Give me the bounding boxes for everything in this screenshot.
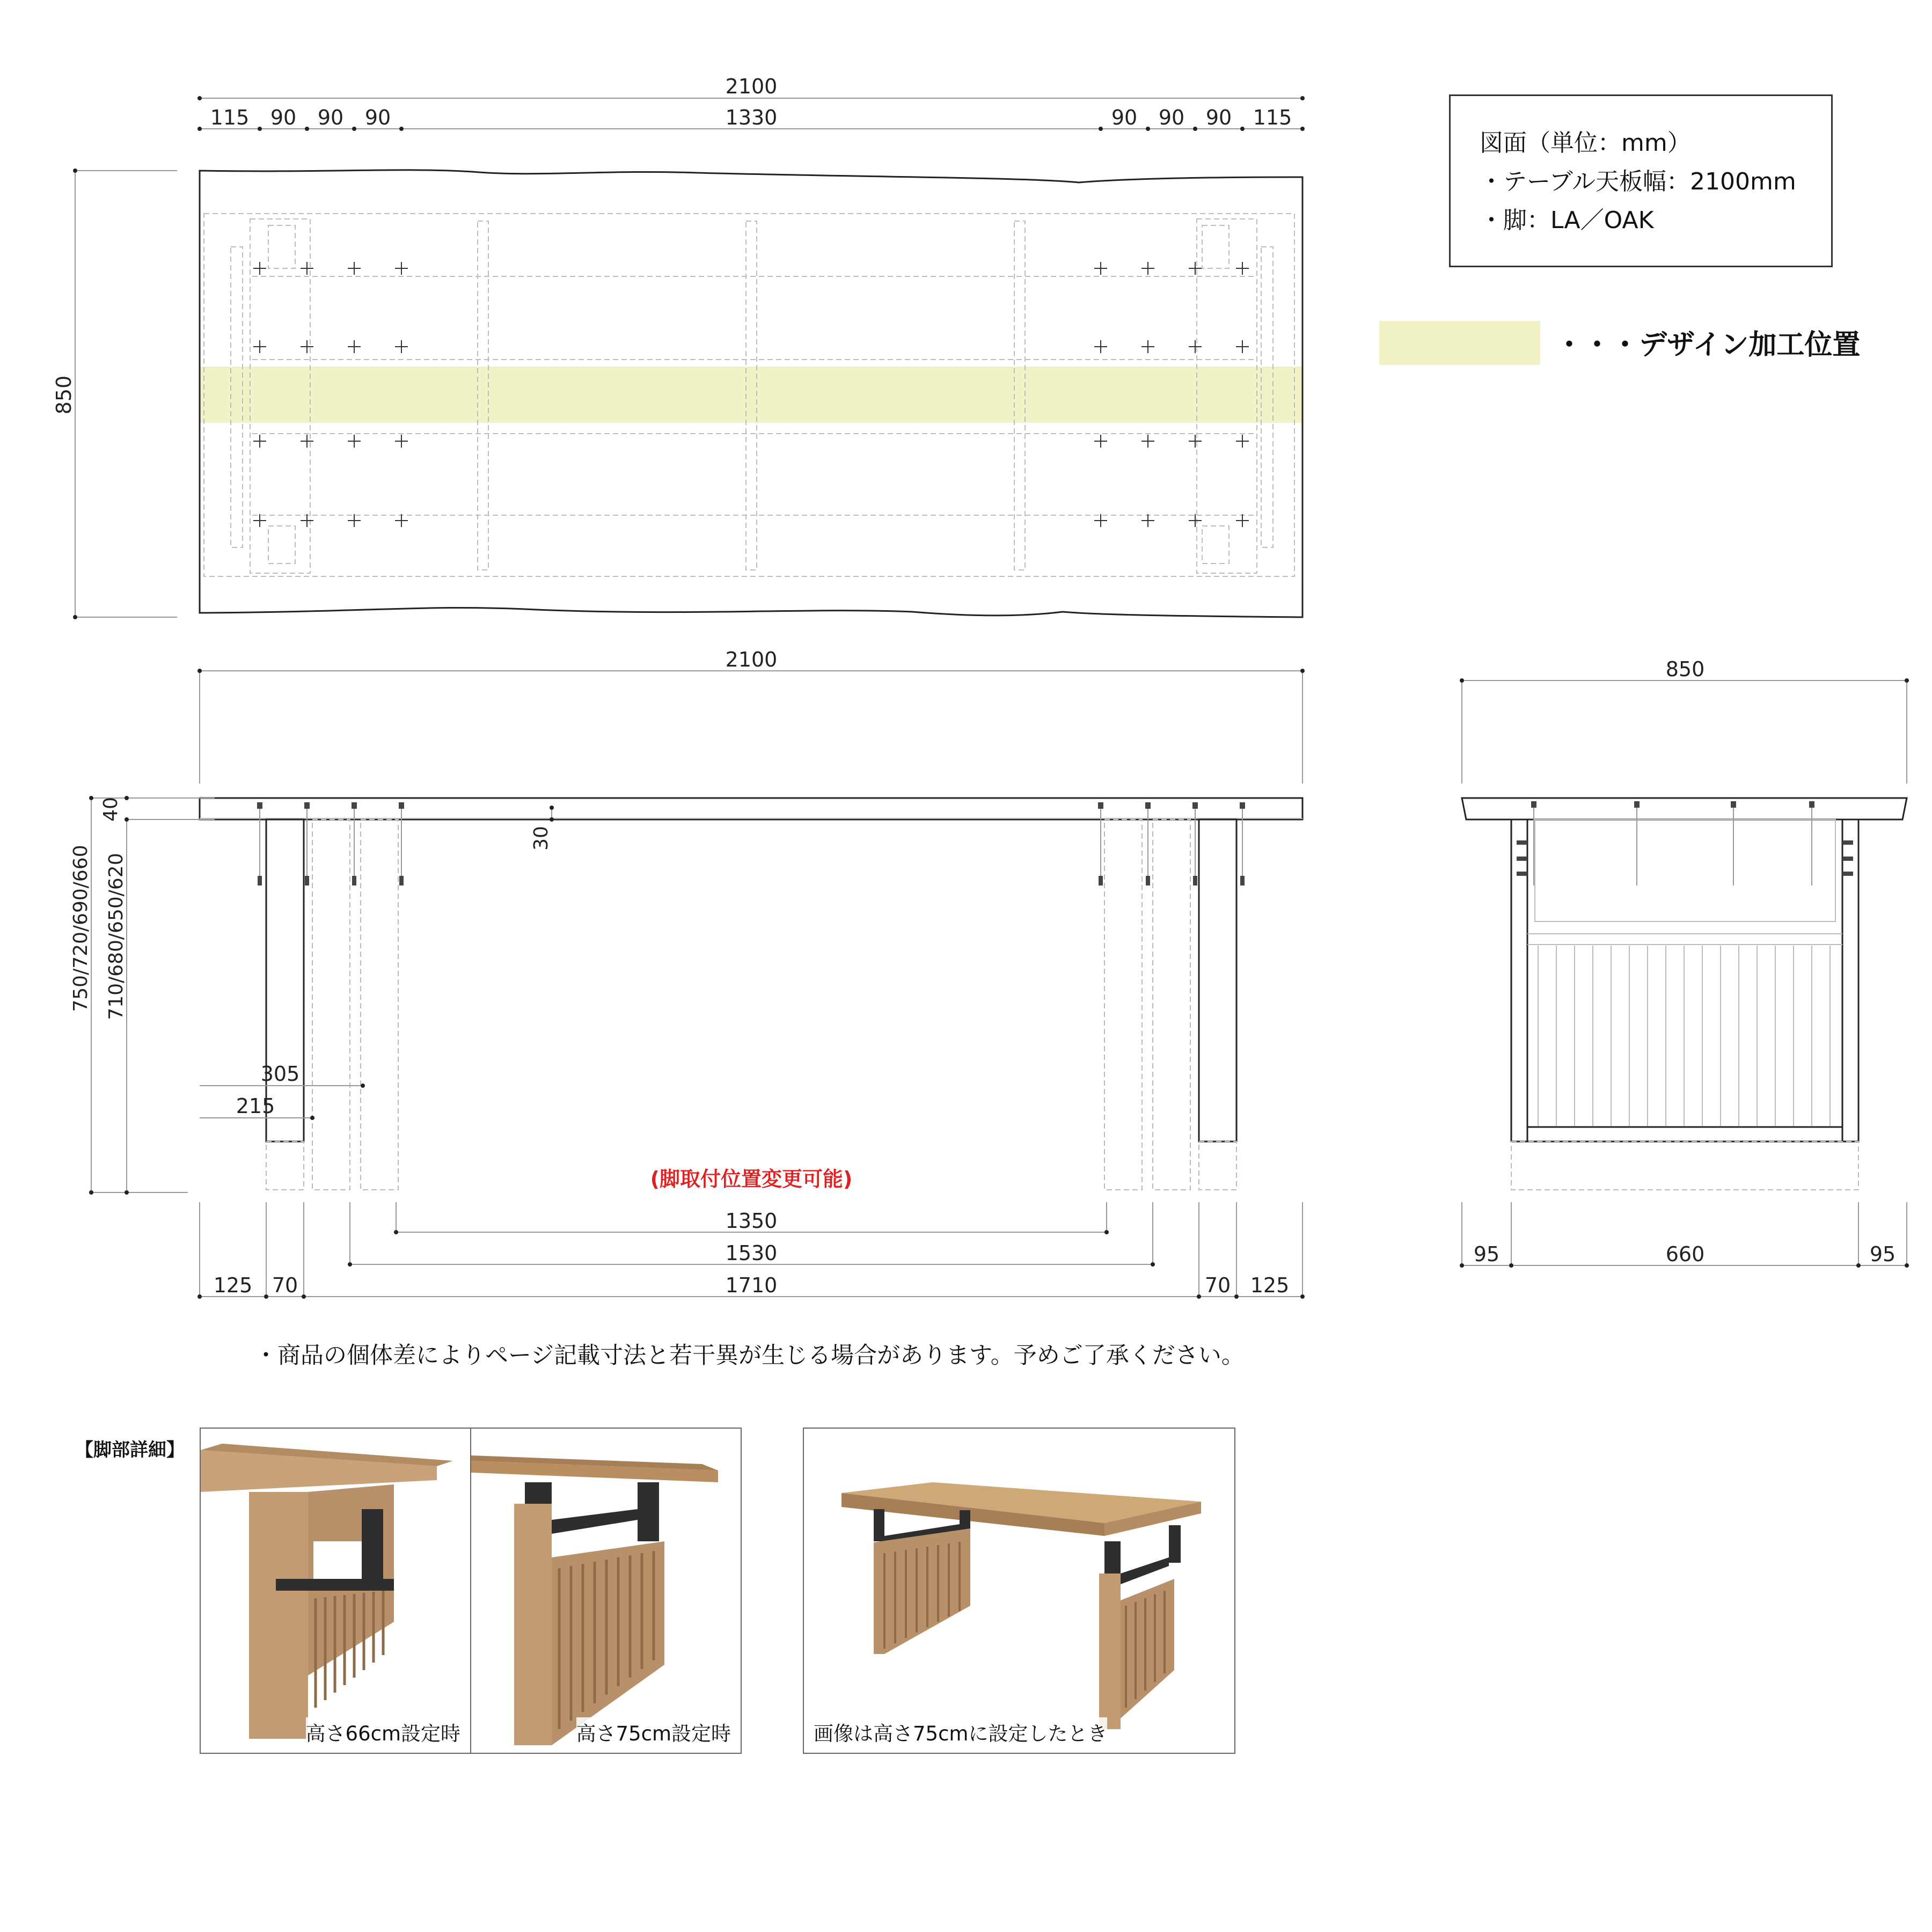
top-seg-l2: 90	[270, 106, 297, 129]
photo-caption-table: 画像は高さ75cmに設定したとき	[814, 1717, 1107, 1746]
side-overall-depth: 850	[1665, 657, 1705, 681]
front-heights-a: 750/720/690/660	[70, 845, 92, 1012]
top-seg-r3: 90	[1205, 106, 1232, 129]
top-middle: 1330	[725, 106, 778, 129]
photo-caption-75cm: 高さ75cm設定時	[576, 1717, 731, 1746]
side-bottom-95-right: 95	[1869, 1242, 1896, 1266]
top-seg-l1: 115	[210, 106, 250, 129]
design-area-swatch	[1379, 321, 1540, 365]
front-heights-b: 710/680/650/620	[105, 853, 127, 1020]
bottom-70-left: 70	[272, 1274, 298, 1297]
front-top-thickness: 40	[100, 797, 122, 822]
front-offset-305: 305	[260, 1062, 300, 1086]
side-bottom-95-left: 95	[1473, 1242, 1500, 1266]
legend-title: 図面（単位：mm）	[1480, 129, 1691, 157]
leg-photo-66cm	[200, 1428, 471, 1754]
top-seg-r1: 90	[1111, 106, 1138, 129]
front-offset-215: 215	[236, 1094, 275, 1118]
legend-item-leg: ・脚：LA／OAK	[1480, 207, 1654, 234]
front-rail-height: 30	[530, 826, 552, 851]
legend-box	[1449, 94, 1833, 267]
span-1530: 1530	[725, 1241, 778, 1265]
front-overall-width: 2100	[725, 648, 778, 671]
disclaimer: ・商品の個体差によりページ記載寸法と若干異が生じる場合があります。予めご了承ください。	[254, 1342, 1245, 1369]
table-photo-75cm	[803, 1428, 1235, 1754]
leg-position-note: (脚取付位置変更可能)	[650, 1167, 853, 1191]
bottom-125-right: 125	[1250, 1274, 1290, 1297]
design-band	[200, 367, 1302, 423]
top-overall-width: 2100	[725, 75, 778, 98]
design-area-label: ・・・デザイン加工位置	[1555, 329, 1861, 361]
span-1350: 1350	[725, 1209, 778, 1233]
span-1710: 1710	[725, 1274, 778, 1297]
top-seg-r4: 115	[1253, 106, 1292, 129]
top-view	[52, 75, 1305, 619]
side-view	[1460, 657, 1909, 1268]
top-seg-l4: 90	[364, 106, 391, 129]
side-tabletop	[1462, 798, 1907, 819]
top-seg-l3: 90	[317, 106, 344, 129]
detail-heading: 【脚部詳細】	[75, 1439, 185, 1461]
top-seg-r2: 90	[1158, 106, 1185, 129]
legend-item-width: ・テーブル天板幅：2100mm	[1480, 168, 1796, 195]
leg-photo-75cm	[470, 1428, 742, 1754]
top-depth: 850	[52, 375, 76, 415]
bottom-70-right: 70	[1204, 1274, 1231, 1297]
front-view	[70, 648, 1305, 1299]
photo-caption-66cm: 高さ66cm設定時	[306, 1717, 460, 1746]
front-tabletop	[200, 798, 1302, 819]
side-bottom-660: 660	[1665, 1242, 1705, 1266]
bottom-125-left: 125	[213, 1274, 253, 1297]
